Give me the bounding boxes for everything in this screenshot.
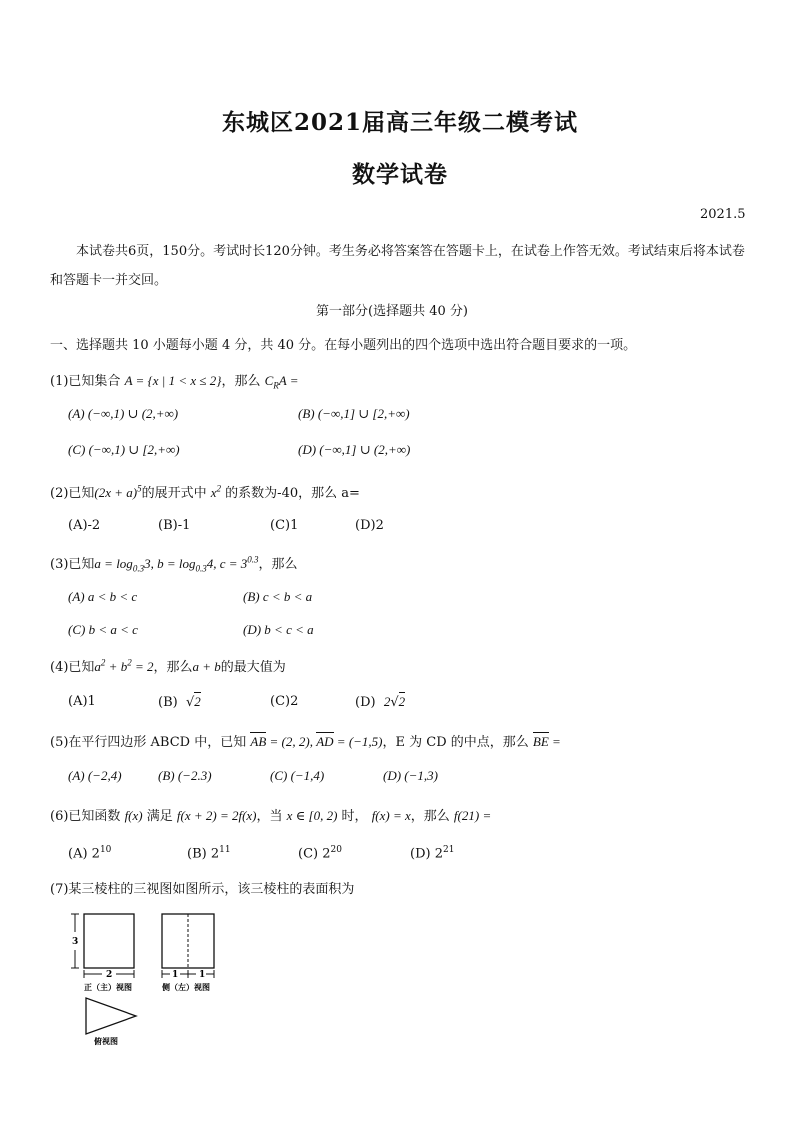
q6-text-e: ，那么	[410, 809, 454, 824]
q5-ad-value: = (−1,5)	[333, 734, 383, 749]
q6-text-d: 时，	[337, 809, 372, 824]
question-5-stem	[50, 731, 561, 750]
front-view-label: 正（主）视图	[84, 982, 132, 992]
q3-expr-c: 4, c = 3	[206, 556, 248, 571]
q3-base-1: 0.3	[132, 563, 145, 574]
q4-option-d-label: (D)	[355, 695, 376, 710]
q4-a: a	[94, 659, 101, 674]
q4-option-d-radicand: 2	[398, 694, 406, 709]
question-1-stem	[50, 370, 299, 391]
q5-ab-value: = (2, 2),	[266, 734, 317, 749]
question-3-stem	[50, 553, 298, 574]
q6-text-a: (6)已知函数	[50, 809, 125, 824]
height-dimension-label: 3	[72, 937, 79, 947]
q6-option-d-exp: 21	[442, 845, 455, 855]
q5-text-a: (5)在平行四边形 ABCD 中，已知	[50, 735, 251, 750]
q5-option-b: (B) (−2.3)	[158, 768, 212, 783]
top-view	[86, 998, 136, 1034]
q6-fx: f(x)	[124, 808, 143, 823]
question-7-stem: (7)某三棱柱的三视图如图所示，该三棱柱的表面积为	[50, 882, 355, 897]
part-heading: 第一部分(选择题共 40 分)	[316, 304, 468, 319]
q5-vector-ad: AD	[316, 734, 334, 749]
q6-option-a-label: (A) 2	[68, 846, 100, 862]
front-view	[84, 914, 134, 968]
q6-option-c	[298, 845, 342, 861]
q4-text-c: 的最大值为	[220, 660, 286, 675]
q5-vector-be: BE	[532, 734, 549, 749]
three-view-diagram	[66, 908, 246, 1048]
exam-subtitle: 数学试卷	[352, 161, 448, 188]
side-view-label: 侧（左）视图	[162, 982, 210, 992]
q2-text-a: (2)已知	[50, 486, 95, 501]
q2-option-a: (A)-2	[68, 518, 101, 533]
q5-vector-ab: AB	[250, 734, 267, 749]
q1-complement: C	[264, 373, 274, 388]
q3-text-b: ，那么	[258, 557, 298, 572]
sqrt-icon: √	[185, 695, 195, 710]
q1-option-b: (B) (−∞,1] ∪ [2,+∞)	[298, 406, 410, 421]
q6-target: f(21) =	[453, 808, 492, 823]
q6-domain: x ∈ [0, 2)	[286, 808, 338, 823]
q6-option-d-label: (D) 2	[410, 846, 443, 862]
q3-exp: 0.3	[247, 554, 259, 565]
q6-option-a-exp: 10	[99, 845, 112, 855]
q6-option-b-exp: 11	[219, 845, 231, 855]
q5-option-d: (D) (−1,3)	[383, 768, 438, 783]
q5-text-c: =	[548, 734, 561, 749]
q6-text-c: ，当	[256, 809, 287, 824]
q4-option-b	[158, 694, 201, 710]
q6-option-d	[410, 845, 454, 861]
side-half-b-label: 1	[199, 970, 206, 980]
q2-x: x	[210, 485, 217, 500]
q6-option-c-label: (C) 2	[298, 846, 331, 862]
width-dimension-label: 2	[106, 970, 113, 980]
q2-text-c: 的系数为-40，那么 a=	[221, 486, 360, 501]
q3-text-a: (3)已知	[50, 557, 95, 572]
question-2-stem	[50, 482, 360, 501]
q5-text-b: ，E 为 CD 的中点，那么	[382, 735, 533, 750]
top-view-label: 俯视图	[94, 1036, 118, 1046]
q6-relation: f(x + 2) = 2f(x)	[176, 808, 257, 823]
q6-definition: f(x) = x	[371, 808, 411, 823]
q3-option-a: (A) a < b < c	[68, 589, 138, 604]
q1-complement-set: A =	[278, 373, 299, 388]
exam-instructions: 本试卷共6页，150分。考试时长120分钟。考生务必将答案答在答题卡上，在试卷上作答无效。考试结束后将本试卷和答题卡一并交回。	[50, 244, 745, 288]
q1-text-b: ，那么	[221, 374, 265, 389]
q6-option-c-exp: 20	[330, 845, 342, 855]
q2-binomial: (2x + a)	[94, 485, 138, 500]
exam-title: 东城区2021届高三年级二模考试	[221, 109, 578, 136]
q5-option-a: (A) (−2,4)	[68, 768, 122, 783]
q2-binomial-exp: 5	[137, 483, 142, 494]
q2-option-d: (D)2	[355, 518, 384, 533]
q4-a-exp: 2	[100, 657, 106, 668]
q2-option-c: (C)1	[270, 518, 299, 533]
q2-option-b: (B)-1	[158, 518, 191, 533]
q3-option-c: (C) b < a < c	[68, 622, 138, 637]
q3-option-d: (D) b < c < a	[243, 622, 314, 637]
exam-date: 2021.5	[700, 207, 746, 222]
q4-option-b-label: (B)	[158, 695, 178, 710]
q1-text-a: (1)已知集合	[50, 374, 125, 389]
q4-eq: = 2	[131, 659, 154, 674]
q4-option-b-radicand: 2	[194, 694, 201, 709]
q1-complement-sub: R	[273, 380, 279, 391]
q3-expr-a: a = log	[94, 556, 133, 571]
q1-option-a: (A) (−∞,1) ∪ (2,+∞)	[68, 406, 179, 421]
q1-set: A = {x | 1 < x ≤ 2}	[124, 373, 222, 388]
question-6-stem	[50, 805, 491, 824]
q4-option-c: (C)2	[270, 694, 299, 709]
q1-option-c: (C) (−∞,1) ∪ [2,+∞)	[68, 442, 180, 457]
side-half-a-label: 1	[172, 970, 179, 980]
q4-b-exp: 2	[127, 657, 132, 668]
q5-option-c: (C) (−1,4)	[270, 768, 325, 783]
sqrt-icon: √	[390, 695, 399, 710]
side-width-dimension	[162, 970, 214, 978]
q4-text-b: ，那么	[153, 660, 193, 675]
q4-b: + b	[105, 659, 128, 674]
q3-expr-b: 3, b = log	[144, 556, 196, 571]
q2-x-exp: 2	[216, 483, 222, 494]
q4-text-a: (4)已知	[50, 660, 95, 675]
q6-text-b: 满足	[142, 809, 177, 824]
q6-option-b	[187, 845, 231, 861]
q6-option-a	[68, 845, 111, 861]
q6-option-b-label: (B) 2	[187, 846, 220, 862]
section-heading: 一、选择题共 10 小题每小题 4 分，共 40 分。在每小题列出的四个选项中选出符合题目要求的一项。	[50, 338, 637, 353]
question-4-stem	[50, 656, 286, 675]
q3-option-b: (B) c < b < a	[243, 589, 313, 604]
q4-option-d-coef: 2	[383, 694, 391, 709]
q2-text-b: 的展开式中	[141, 486, 211, 501]
q3-base-2: 0.3	[195, 563, 207, 574]
q4-option-a: (A)1	[68, 694, 96, 709]
q4-option-d	[355, 694, 405, 710]
q1-option-d: (D) (−∞,1] ∪ (2,+∞)	[298, 442, 411, 457]
q4-sum: a + b	[192, 659, 221, 674]
